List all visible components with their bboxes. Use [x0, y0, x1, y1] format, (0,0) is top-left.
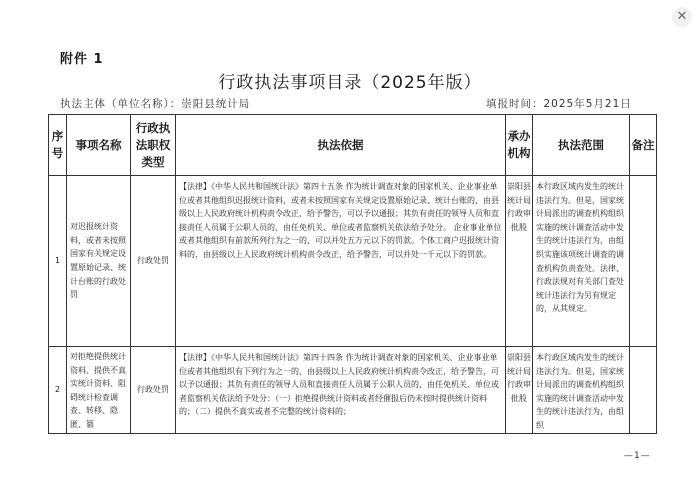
table-row: [49, 176, 657, 347]
row-handling-org: 崇阳县统计局行政审批股: [506, 176, 533, 347]
header-type: 行政执法职权类型: [131, 115, 176, 176]
row-item-name-text: 对拒绝提供统计资料、提供不真实统计资料、阻碍统计检查调查、转移、隐匿、篡: [70, 352, 126, 429]
row-scope-text: 本行政区域内发生的统计违法行为。但是，国家统计局派出的调查机构组织实施的统计调查活动中发生的统计违法行为，由组织: [536, 353, 624, 429]
row-legal-basis: 【法律】《中华人民共和国统计法》第四十五条 作为统计调查对象的国家机关、企业事业单位或者其他组织迟报统计资料，或者未按照国家有关规定设置原始记录、统计台账的，由县级以上人民政府统计机构责令改正，给予警告，可以予以通报；其负有责任的领导人员和直接责任人员属于公职人员的，由任免机关、单位或者监察机关依法给予处分。 企业事业单位或者其他组织有前款所列行为之一的，可以并处五万元以下的罚款。个体工商户迟报统计资料的，由县级以上人民政府统计机构责令改正，给予警告，可以并处一千元以下的罚款。: [176, 176, 506, 347]
fill-date: 填报时间：2025年5月21日: [486, 98, 632, 110]
row-power-type: 行政处罚: [131, 176, 176, 347]
row-note: [630, 347, 657, 434]
row-handling-org: [506, 347, 533, 434]
page-title: 行政执法事项目录（2025年版）: [218, 73, 482, 93]
row-scope: [533, 347, 630, 434]
row-seq: [49, 347, 67, 434]
row-power-type-text: 行政处罚: [137, 385, 169, 394]
header-name: 事项名称: [67, 115, 131, 176]
row-handling-org-text: 崇阳县统计局行政审批股: [507, 353, 531, 403]
row-note: [630, 176, 657, 347]
row-seq-text: 2: [54, 385, 61, 394]
row-legal-basis-text: 【法律】《中华人民共和国统计法》第四十四条 作为统计调查对象的国家机关、企业事业单位或者其他组织有下列行为之一的，由县级以上人民政府统计机构责令改正，给予警告，可以予以通报；其负有责任的领导人员和直接责任人员属于公职人员的，由任免机关、单位或者监察机关依法给予处分：（一）拒绝提供统计资料或者经催报后仍未按时提供统计资料的；（二）提供不真实或者不完整的统计资料的；: [179, 353, 499, 417]
row-scope: 本行政区域内发生的统计违法行为。但是，国家统计局派出的调查机构组织实施的统计调查活动中发生的统计违法行为，由组织实施该项统计调查的调查机构负责查处。法律、行政法规对有关部门查处统计违法行为另有规定的，从其规定。: [533, 176, 630, 347]
row-item-name: [67, 347, 131, 434]
header-org: 承办机构: [506, 115, 533, 176]
header-scope: 执法范围: [533, 115, 630, 176]
row-legal-basis: [176, 347, 506, 434]
close-icon[interactable]: ✕: [672, 7, 692, 27]
header-basis: 执法依据: [176, 115, 506, 176]
header-note: 备注: [630, 115, 657, 176]
annex-label: 附件 1: [60, 52, 104, 67]
page-number: —1—: [624, 451, 651, 461]
table-header-row: [49, 115, 657, 176]
row-power-type: [131, 347, 176, 434]
enforcement-table: [48, 114, 657, 434]
row-seq: 1: [49, 176, 67, 347]
enforcement-subject: 执法主体（单位名称）：崇阳县统计局: [60, 98, 251, 110]
header-seq: 序号: [49, 115, 67, 176]
table-row: [49, 347, 657, 434]
row-item-name: 对迟报统计资料，或者未按照国家有关规定设置原始记录、统计台账的行政处罚: [67, 176, 131, 347]
